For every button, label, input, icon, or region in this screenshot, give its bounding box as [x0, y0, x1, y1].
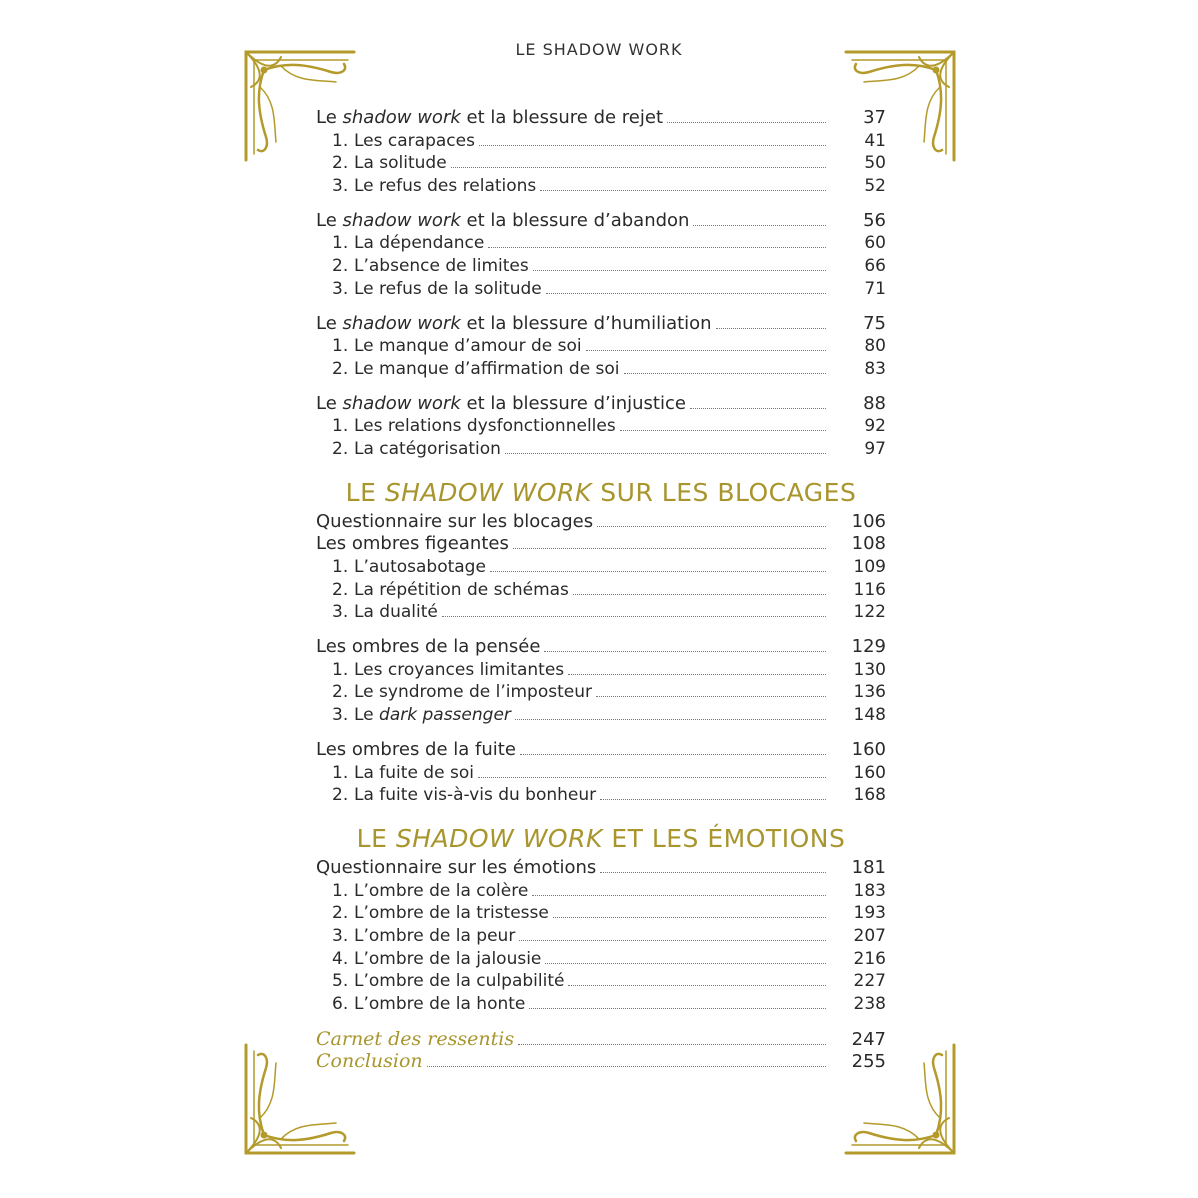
dot-leader	[597, 526, 826, 527]
entry-title-text: Le refus de la solitude	[354, 278, 542, 299]
page-number: 168	[853, 785, 886, 806]
toc-entry[interactable]	[316, 210, 886, 233]
entry-title-text: Les croyances limitantes	[354, 659, 565, 680]
page-number: 106	[851, 510, 886, 532]
item-number: 4.	[332, 948, 349, 969]
section-heading-text: SUR LES BLOCAGES	[591, 477, 857, 507]
toc-subentry[interactable]	[316, 130, 886, 153]
entry-title	[354, 902, 549, 924]
entry-title	[354, 880, 528, 902]
entry-title-text: et la blessure d’humiliation	[460, 312, 712, 334]
entry-title	[354, 579, 569, 601]
section-heading-text: LE	[345, 477, 385, 507]
entry-title-text: et la blessure de rejet	[460, 107, 664, 128]
entry-title-text: Les carapaces	[354, 130, 475, 151]
item-number: 1.	[332, 416, 349, 437]
item-number: 3.	[332, 176, 349, 197]
page-number: 130	[853, 659, 886, 680]
toc-subentry[interactable]	[316, 601, 886, 624]
dot-leader	[667, 122, 826, 123]
toc-entry[interactable]	[316, 107, 886, 130]
entry-title	[354, 152, 447, 174]
dot-leader	[586, 350, 826, 351]
entry-title	[354, 255, 529, 277]
toc-entry[interactable]	[316, 511, 886, 534]
page-number: 148	[853, 705, 886, 726]
toc-subentry[interactable]	[316, 152, 886, 175]
dot-leader	[427, 1066, 826, 1067]
entry-title-text: L’ombre de la jalousie	[354, 948, 542, 969]
page-number: 88	[863, 392, 886, 414]
item-number: 1.	[332, 336, 349, 357]
item-number: 2.	[332, 438, 349, 459]
entry-title-text: La solitude	[354, 153, 447, 174]
page-number: 60	[864, 233, 886, 254]
page-number: 52	[864, 176, 886, 197]
dot-leader	[568, 985, 826, 986]
page-number: 116	[853, 579, 886, 600]
entry-title-text: La catégorisation	[354, 438, 501, 459]
section-heading-italic: SHADOW WORK	[384, 477, 592, 507]
entry-title: Les ombres de la fuite	[316, 738, 516, 760]
page-number: 75	[863, 312, 886, 334]
toc-subentry[interactable]	[316, 948, 886, 971]
page-number: 122	[853, 602, 886, 623]
toc-subentry[interactable]	[316, 415, 886, 438]
entry-title	[354, 948, 541, 970]
page-number: 83	[864, 358, 886, 379]
item-number: 2.	[332, 256, 349, 277]
entry-title-text: L’autosabotage	[354, 557, 486, 577]
table-of-contents	[316, 107, 886, 1073]
item-number: 2.	[332, 153, 349, 174]
dot-leader	[488, 247, 826, 248]
page-number: 71	[864, 278, 886, 299]
entry-title-text: L’ombre de la tristesse	[354, 903, 549, 924]
page-number: 41	[864, 130, 886, 151]
dot-leader	[533, 270, 826, 271]
entry-title-text: Le refus des relations	[354, 176, 537, 197]
dot-leader	[600, 872, 826, 873]
entry-title-text: Le manque d’amour de soi	[354, 336, 582, 357]
page-number: 207	[853, 925, 886, 946]
entry-title	[354, 681, 592, 703]
entry-title: Conclusion	[316, 1050, 423, 1073]
entry-title	[316, 107, 663, 129]
page-number: 66	[864, 256, 886, 277]
dot-leader	[620, 430, 826, 431]
item-number: 1.	[332, 557, 349, 577]
toc-subentry[interactable]	[316, 232, 886, 255]
dot-leader	[624, 373, 826, 374]
entry-title	[354, 601, 438, 623]
entry-title-text: La dépendance	[354, 233, 485, 254]
entry-title-italic: shadow work	[342, 209, 461, 231]
entry-title-text: L’ombre de la honte	[354, 994, 526, 1014]
item-number: 2.	[332, 785, 349, 806]
entry-title	[354, 556, 486, 578]
entry-title	[316, 313, 712, 335]
entry-title-italic: dark passenger	[379, 705, 511, 726]
dot-leader	[600, 799, 826, 800]
entry-title	[354, 438, 501, 460]
toc-subentry[interactable]	[316, 556, 886, 579]
entry-title-text: Le syndrome de l’imposteur	[354, 682, 592, 703]
dot-leader	[546, 293, 826, 294]
entry-title-text: L’ombre de la culpabilité	[354, 971, 565, 992]
dot-leader	[479, 145, 826, 146]
page-number: 181	[851, 856, 886, 878]
dot-leader	[553, 917, 826, 918]
page-number: 109	[853, 557, 886, 577]
entry-title	[354, 358, 620, 380]
toc-subentry[interactable]	[316, 880, 886, 903]
toc-subentry[interactable]	[316, 335, 886, 358]
entry-title-text: La fuite de soi	[354, 762, 474, 783]
item-number: 1.	[332, 659, 349, 680]
page-number: 56	[863, 209, 886, 231]
entry-title-text: Le	[354, 705, 380, 726]
item-number: 2.	[332, 579, 349, 600]
entry-title	[354, 659, 564, 681]
section-heading	[316, 821, 886, 857]
item-number: 1.	[332, 130, 349, 151]
dot-leader	[505, 453, 826, 454]
page-number: 238	[853, 994, 886, 1014]
dot-leader	[520, 754, 826, 755]
page-number: 183	[853, 880, 886, 901]
page-number: 97	[864, 438, 886, 459]
toc-entry[interactable]	[316, 393, 886, 416]
page-number: 136	[853, 682, 886, 703]
dot-leader	[519, 940, 826, 941]
entry-title	[354, 925, 515, 947]
entry-title-text: L’ombre de la colère	[354, 880, 529, 901]
entry-title	[354, 130, 475, 152]
page-number: 160	[853, 762, 886, 783]
item-number: 3.	[332, 925, 349, 946]
entry-title	[354, 335, 582, 357]
toc-subentry[interactable]	[316, 704, 886, 727]
entry-title	[354, 970, 564, 992]
section-heading-text: ET LES ÉMOTIONS	[602, 823, 846, 853]
dot-leader	[513, 548, 826, 549]
item-number: 3.	[332, 705, 349, 726]
page-number: 193	[853, 903, 886, 924]
dot-leader	[544, 651, 826, 652]
toc-entry[interactable]	[316, 533, 886, 556]
toc-entry[interactable]	[316, 313, 886, 336]
page-number: 129	[851, 636, 886, 658]
toc-subentry[interactable]	[316, 659, 886, 682]
toc-entry-closing[interactable]	[316, 1028, 886, 1051]
toc-subentry[interactable]	[316, 438, 886, 461]
entry-title-italic: shadow work	[342, 312, 461, 334]
entry-title: Les ombres figeantes	[316, 533, 509, 555]
dot-leader	[529, 1008, 826, 1009]
section-heading	[316, 475, 886, 511]
page-number: 80	[864, 336, 886, 357]
entry-title-text: Le	[316, 312, 343, 334]
item-number: 1.	[332, 880, 349, 901]
toc-subentry[interactable]	[316, 762, 886, 785]
section-heading-italic: SHADOW WORK	[395, 823, 603, 853]
entry-title	[354, 232, 484, 254]
item-number: 2.	[332, 903, 349, 924]
toc-subentry[interactable]	[316, 784, 886, 807]
dot-leader	[540, 190, 826, 191]
toc-subentry[interactable]	[316, 175, 886, 198]
entry-title-text: Les relations dysfonctionnelles	[354, 416, 616, 437]
toc-entry[interactable]	[316, 857, 886, 880]
entry-title	[354, 704, 511, 726]
toc-subentry[interactable]	[316, 255, 886, 278]
toc-subentry[interactable]	[316, 579, 886, 602]
dot-leader	[596, 696, 826, 697]
entry-title-text: et la blessure d’abandon	[460, 209, 690, 231]
page-number: 50	[864, 153, 886, 174]
item-number: 2.	[332, 682, 349, 703]
dot-leader	[568, 674, 826, 675]
dot-leader	[532, 895, 826, 896]
toc-subentry[interactable]	[316, 993, 886, 1016]
dot-leader	[716, 328, 826, 329]
entry-title: Carnet des ressentis	[316, 1027, 515, 1050]
page-number: 108	[851, 533, 886, 555]
page-number: 37	[863, 107, 886, 128]
page-number: 160	[851, 738, 886, 760]
page-number: 227	[853, 971, 886, 992]
dot-leader	[545, 963, 826, 964]
entry-title	[316, 210, 689, 232]
entry-title-text: L’ombre de la peur	[354, 925, 516, 946]
entry-title: Questionnaire sur les émotions	[316, 856, 597, 878]
entry-title	[316, 393, 686, 415]
entry-title	[354, 784, 596, 806]
section-heading-text: LE	[356, 823, 396, 853]
item-number: 6.	[332, 994, 349, 1014]
toc-subentry[interactable]	[316, 358, 886, 381]
item-number: 2.	[332, 358, 349, 379]
dot-leader	[573, 594, 826, 595]
dot-leader	[442, 616, 826, 617]
entry-title-text: La dualité	[354, 602, 438, 623]
entry-title	[354, 175, 536, 197]
entry-title-text: Le	[316, 392, 343, 414]
toc-subentry[interactable]	[316, 925, 886, 948]
entry-title: Questionnaire sur les blocages	[316, 510, 594, 532]
entry-title-text: La fuite vis-à-vis du bonheur	[354, 785, 597, 806]
entry-title-text: La répétition de schémas	[354, 579, 569, 600]
entry-title	[354, 762, 474, 784]
dot-leader	[690, 408, 826, 409]
dot-leader	[693, 225, 826, 226]
entry-title	[354, 415, 616, 437]
entry-title-text: et la blessure d’injustice	[460, 392, 686, 414]
entry-title-italic: shadow work	[342, 107, 461, 128]
entry-title	[354, 278, 542, 300]
item-number: 1.	[332, 233, 349, 254]
page-number: 247	[851, 1028, 886, 1050]
toc-subentry[interactable]	[316, 681, 886, 704]
dot-leader	[490, 571, 826, 572]
dot-leader	[515, 719, 826, 720]
item-number: 3.	[332, 278, 349, 299]
toc-entry[interactable]	[316, 636, 886, 659]
toc-entry[interactable]	[316, 739, 886, 762]
page-number: 92	[864, 416, 886, 437]
item-number: 1.	[332, 762, 349, 783]
item-number: 3.	[332, 602, 349, 623]
entry-title-text: Le	[316, 107, 343, 128]
dot-leader	[518, 1044, 826, 1045]
entry-title-text: Le	[316, 209, 343, 231]
toc-subentry[interactable]	[316, 970, 886, 993]
dot-leader	[451, 167, 826, 168]
page-number: 216	[853, 948, 886, 969]
toc-subentry[interactable]	[316, 902, 886, 925]
page-number: 255	[851, 1051, 886, 1073]
item-number: 5.	[332, 971, 349, 992]
entry-title	[354, 993, 525, 1015]
toc-entry-closing[interactable]	[316, 1050, 886, 1073]
running-head: LE SHADOW WORK	[515, 40, 683, 59]
entry-title-text: Le manque d’affirmation de soi	[354, 358, 620, 379]
dot-leader	[478, 777, 826, 778]
entry-title: Les ombres de la pensée	[316, 636, 541, 658]
toc-subentry[interactable]	[316, 278, 886, 301]
entry-title-text: L’absence de limites	[354, 256, 529, 277]
entry-title-italic: shadow work	[342, 392, 461, 414]
